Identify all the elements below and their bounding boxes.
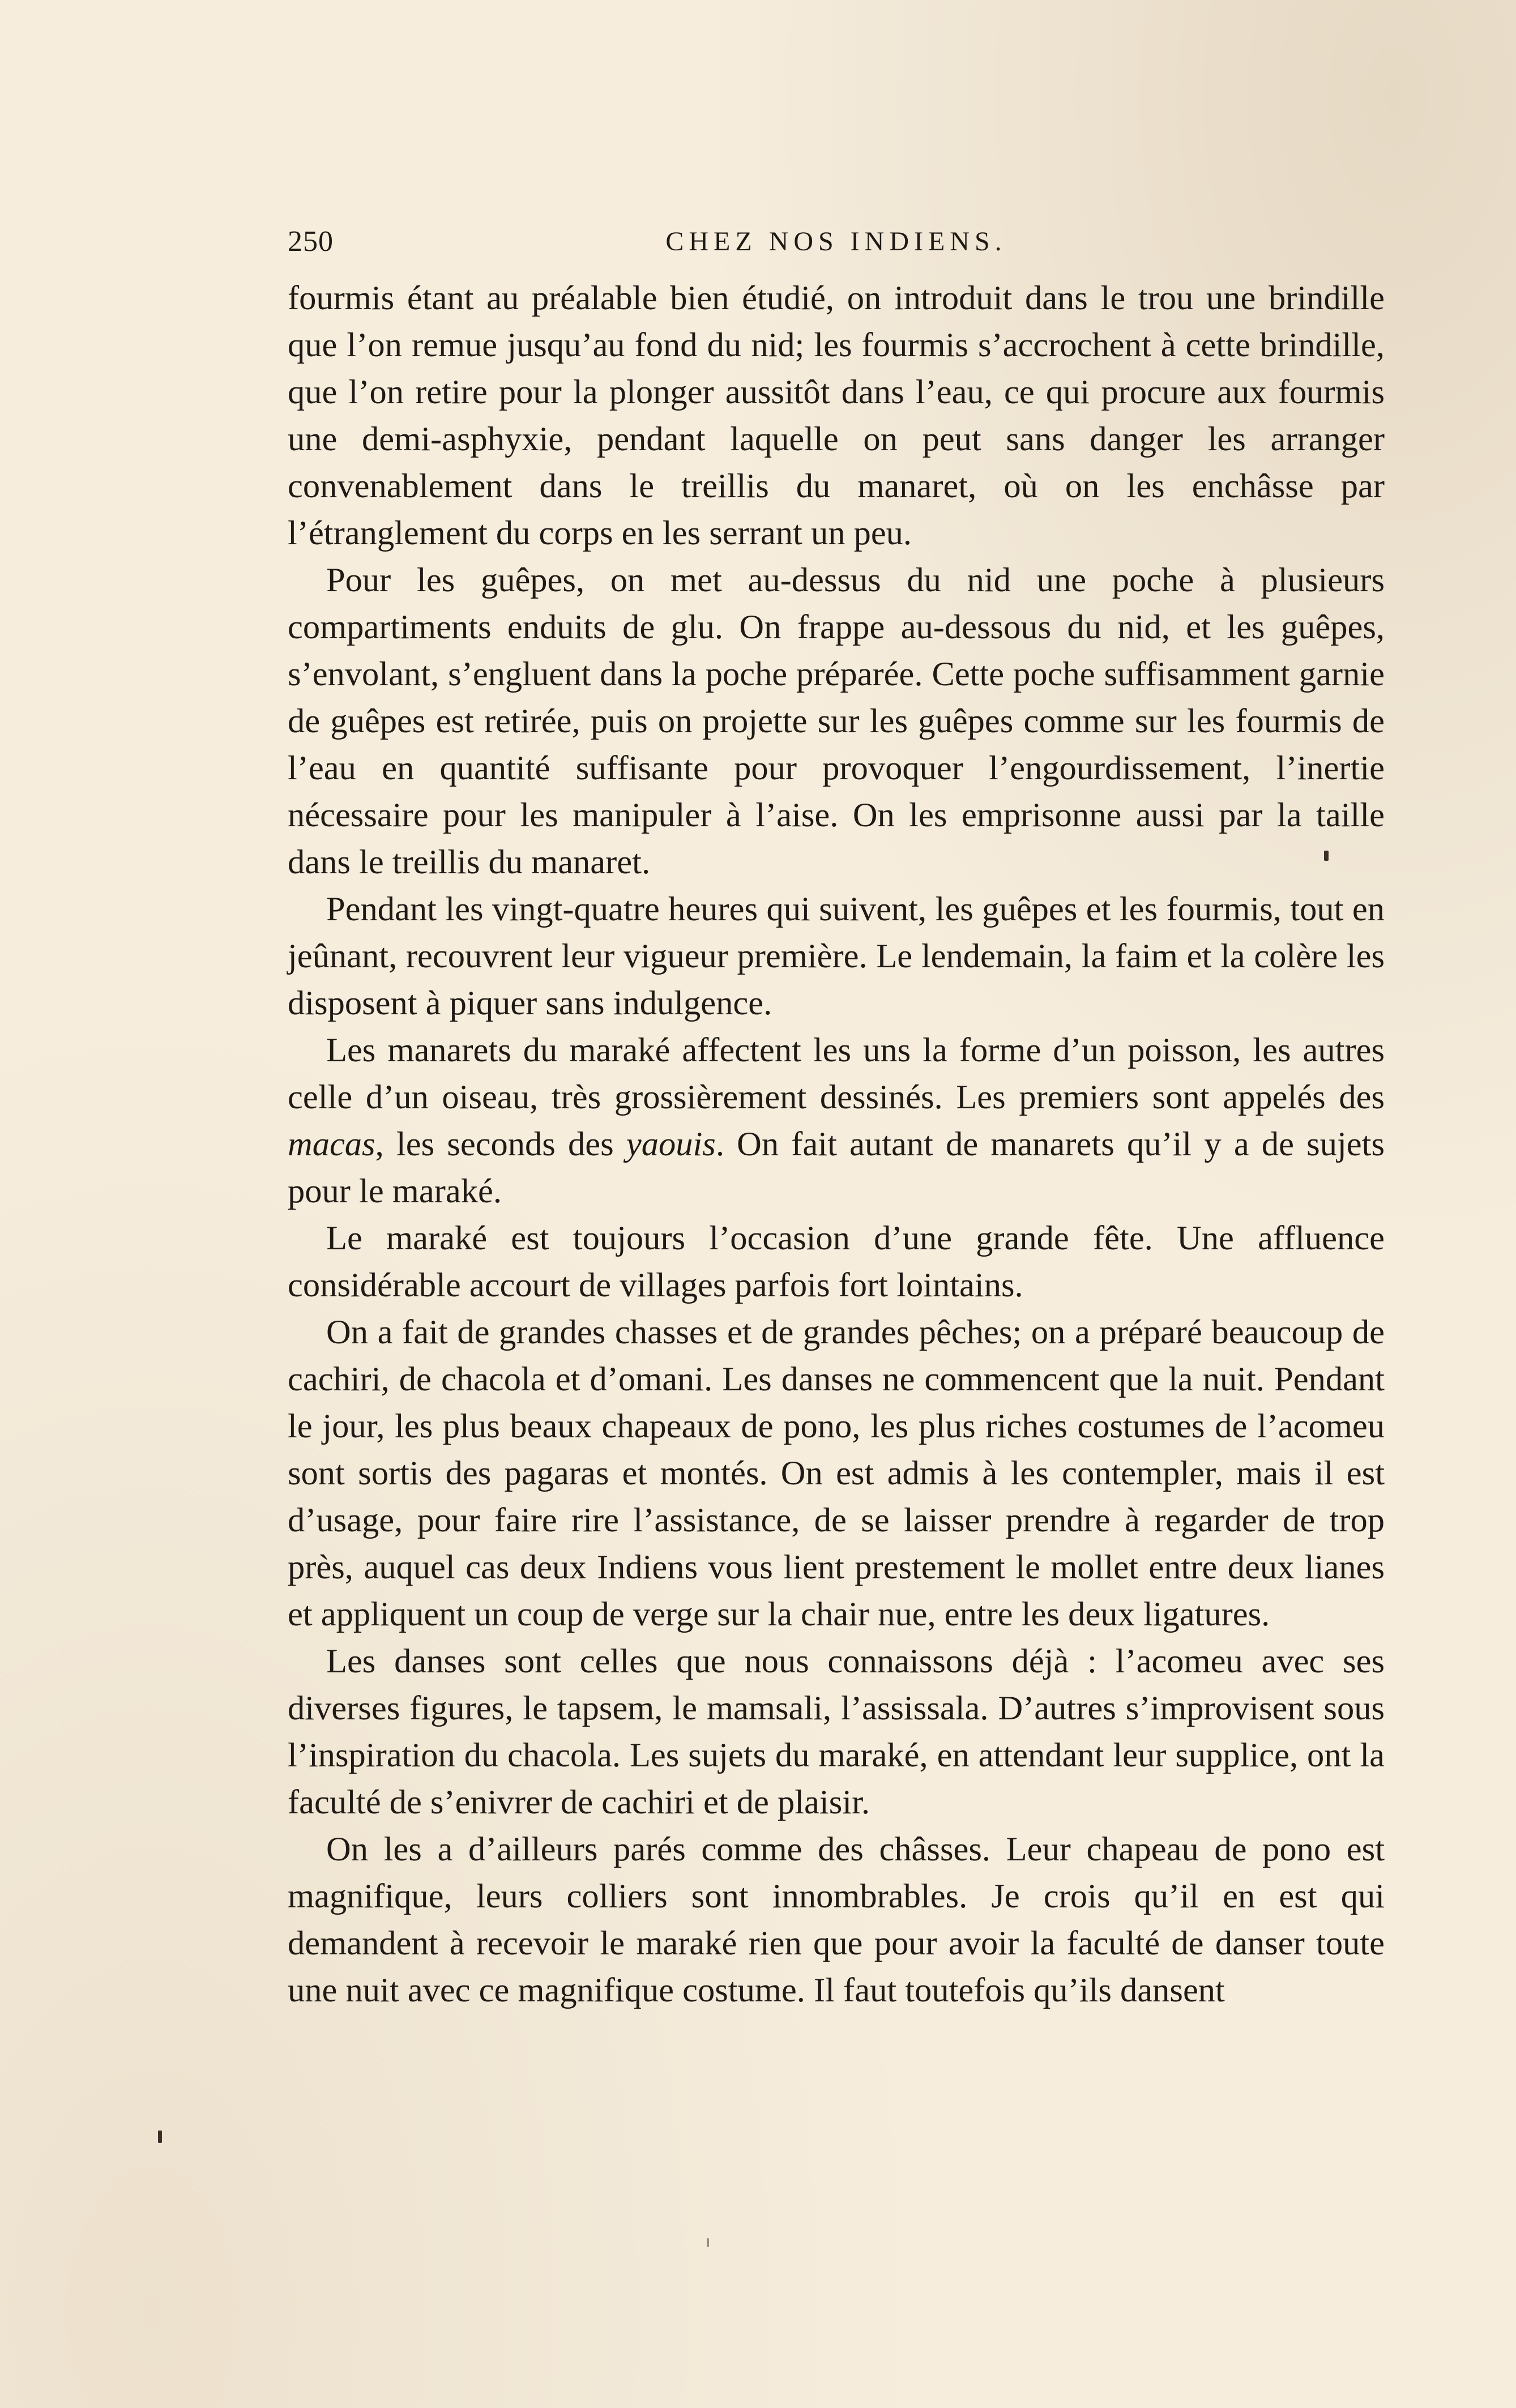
print-speck bbox=[1324, 851, 1329, 861]
print-speck bbox=[707, 2238, 709, 2247]
page-number: 250 bbox=[288, 225, 334, 258]
text-run: Le maraké est toujours l’occasion d’une grande fête. Une affluence considérable accourt de villages parfois fort lointains. bbox=[288, 1219, 1385, 1304]
text-run: , les seconds des bbox=[375, 1125, 626, 1163]
running-title: CHEZ NOS INDIENS. bbox=[665, 227, 1007, 257]
print-speck bbox=[158, 2131, 162, 2143]
italic-term: macas bbox=[288, 1125, 375, 1163]
italic-term: yaouis bbox=[626, 1125, 716, 1163]
text-run: On a fait de grandes chasses et de grandes pêches; on a préparé beaucoup de cachiri, de chacola et d’omani. Les danses ne commencent que la nuit. Pendant le jour, les plus beaux chapeaux de pono, les plus riches costumes de l’acomeu sont sortis des pagaras et montés. On est admis à les contempler, mais il est d’usage, pour faire rire l’assistance, de se laisser prendre à regarder de trop près, auquel cas deux Indiens vous lient prestement le mollet entre deux lianes et appliquent un coup de verge sur la chair nue, entre les deux ligatures. bbox=[288, 1313, 1385, 1633]
paragraph bbox=[288, 886, 1385, 1027]
paragraph bbox=[288, 1826, 1385, 2014]
paragraph bbox=[288, 557, 1385, 886]
paragraph bbox=[288, 1215, 1385, 1309]
paragraph bbox=[288, 1027, 1385, 1215]
text-run: Les manarets du maraké affectent les uns la forme d’un poisson, les autres celle d’un oiseau, très grossièrement dessinés. Les premiers sont appelés des bbox=[288, 1031, 1385, 1116]
paragraph bbox=[288, 1309, 1385, 1638]
text-run: On les a d’ailleurs parés comme des châsses. Leur chapeau de pono est magnifique, leurs colliers sont innombrables. Je crois qu’il en est qui demandent à recevoir le maraké rien que pour avoir la faculté de danser toute une nuit avec ce magnifique costume. Il faut toutefois qu’ils dansent bbox=[288, 1830, 1385, 2009]
text-run: Pour les guêpes, on met au-dessus du nid une poche à plusieurs compartiments enduits de glu. On frappe au-dessous du nid, et les guêpes, s’envolant, s’engluent dans la poche préparée. Cette poche suffisamment garnie de guêpes est retirée, puis on projette sur les guêpes comme sur les fourmis de l’eau en quantité suffisante pour provoquer l’engourdissement, l’inertie nécessaire pour les manipuler à l’aise. On les emprisonne aussi par la taille dans le treillis du manaret. bbox=[288, 561, 1385, 881]
text-run: Pendant les vingt-quatre heures qui suivent, les guêpes et les fourmis, tout en jeûnant, recouvrent leur vigueur première. Le lendemain, la faim et la colère les disposent à piquer sans indulgence. bbox=[288, 890, 1385, 1022]
paragraph bbox=[288, 1638, 1385, 1826]
body-text bbox=[288, 275, 1385, 2014]
text-run: Les danses sont celles que nous connaissons déjà : l’acomeu avec ses diverses figures, le tapsem, le mamsali, l’assissala. D’autres s’improvisent sous l’inspiration du chacola. Les sujets du maraké, en attendant leur supplice, ont la faculté de s’enivrer de cachiri et de plaisir. bbox=[288, 1642, 1385, 1821]
running-head bbox=[288, 222, 1385, 262]
paragraph bbox=[288, 275, 1385, 557]
text-run: . On fait autant de manarets qu’il y a de sujets pour le maraké. bbox=[288, 1125, 1385, 1210]
text-run: fourmis étant au préalable bien étudié, on introduit dans le trou une brindille que l’on remue jusqu’au fond du nid; les fourmis s’accrochent à cette brindille, que l’on retire pour la plonger aussitôt dans l’eau, ce qui procure aux fourmis une demi-asphyxie, pendant laquelle on peut sans danger les arranger convenablement dans le treillis du manaret, où on les enchâsse par l’étranglement du corps en les serrant un peu. bbox=[288, 279, 1385, 552]
